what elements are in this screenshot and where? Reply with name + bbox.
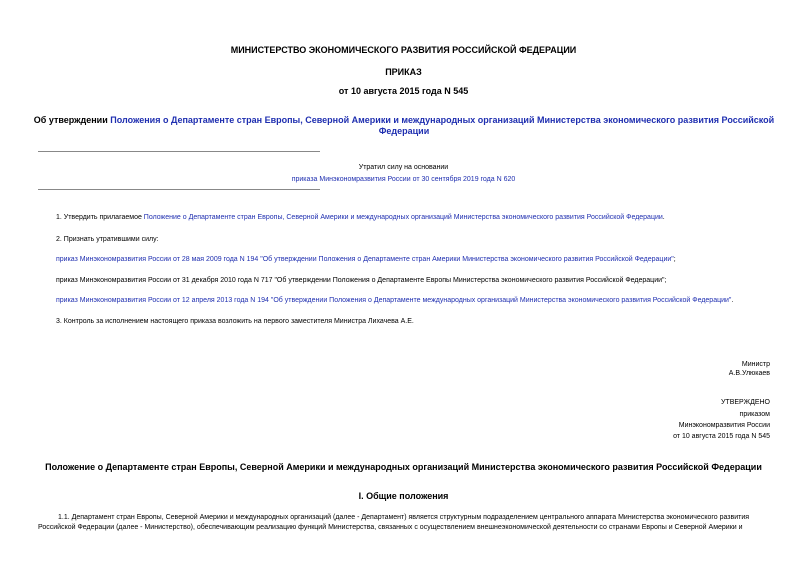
signature-position: Министр [741, 361, 770, 368]
item-1-suffix: . [662, 214, 665, 221]
item-1-prefix: 1. Утвердить прилагаемое [56, 214, 144, 221]
approved-line-2: приказом [739, 411, 770, 418]
repealed-order-3-suffix: . [731, 297, 734, 304]
item-3: 3. Контроль за исполнением настоящего приказа возложить на первого заместителя Министра Лихачева А.Е. [56, 318, 414, 325]
divider-top [38, 151, 320, 152]
item-2: 2. Признать утратившими силу: [56, 236, 159, 243]
repealed-order-1-link[interactable]: приказ Минэкономразвития России от 28 мая 2009 года N 194 "Об утверждении Положения о Департаменте стран Америки Министерства экономического развития Российской Федерации" [56, 256, 674, 263]
ministry-heading: МИНИСТЕРСТВО ЭКОНОМИЧЕСКОГО РАЗВИТИЯ РОССИЙСКОЙ ФЕДЕРАЦИИ [230, 45, 577, 55]
section-heading: I. Общие положения [358, 491, 449, 501]
repealed-order-3-link[interactable]: приказ Минэкономразвития России от 12 апреля 2013 года N 194 "Об утверждении Положения о Департаменте международных организаций Министерства экономического развития Российской Федерации" [56, 297, 732, 304]
doc-type-heading: ПРИКАЗ [385, 67, 422, 77]
order-title [30, 115, 778, 137]
regulation-title: Положение о Департаменте стран Европы, Северной Америки и международных организаций Министерства экономического развития Российской Федерации [45, 462, 762, 472]
status-note-line: Утратил силу на основании [358, 164, 449, 171]
status-note-link [0, 175, 807, 184]
item-1 [56, 213, 796, 222]
approved-line-1: УТВЕРЖДЕНО [720, 399, 770, 406]
paragraph-line-1: 1.1. Департамент стран Европы, Северной Америки и международных организаций (далее - Департамент) является структурным подразделением центрального аппарата Министерства экономического развития [58, 514, 750, 521]
order-title-prefix: Об утверждении [33, 115, 111, 125]
divider-bottom [38, 189, 320, 190]
paragraph-line-2: Российской Федерации (далее - Министерство), обеспечивающим реализацию функций Министерства, связанных с осуществлением внешнеэкономической деятельности со странами Европы и Северной Америки и [38, 524, 743, 531]
approved-line-4: от 10 августа 2015 года N 545 [673, 433, 770, 440]
signature-name: А.В.Улюкаев [728, 370, 770, 377]
repealed-order-1 [56, 255, 796, 264]
item-1-link[interactable]: Положение о Департаменте стран Европы, Северной Америки и международных организаций Министерства экономического развития Российской Федерации [143, 214, 663, 221]
repealed-order-2: приказ Минэкономразвития России от 31 декабря 2010 года N 717 "Об утверждении Положения о Департаменте Европы Министерства экономического развития Российской Федерации"; [56, 277, 667, 284]
repealed-order-1-suffix: ; [673, 256, 676, 263]
approved-line-3: Минэкономразвития России [678, 422, 770, 429]
order-title-link[interactable]: Положения о Департаменте стран Европы, Северной Америки и международных организаций Министерства экономического развития Российской Федерации [110, 115, 775, 136]
repeal-order-link[interactable]: приказа Минэкономразвития России от 30 сентября 2019 года N 620 [291, 176, 516, 183]
order-date-number: от 10 августа 2015 года N 545 [338, 86, 469, 96]
repealed-order-3 [56, 296, 796, 305]
